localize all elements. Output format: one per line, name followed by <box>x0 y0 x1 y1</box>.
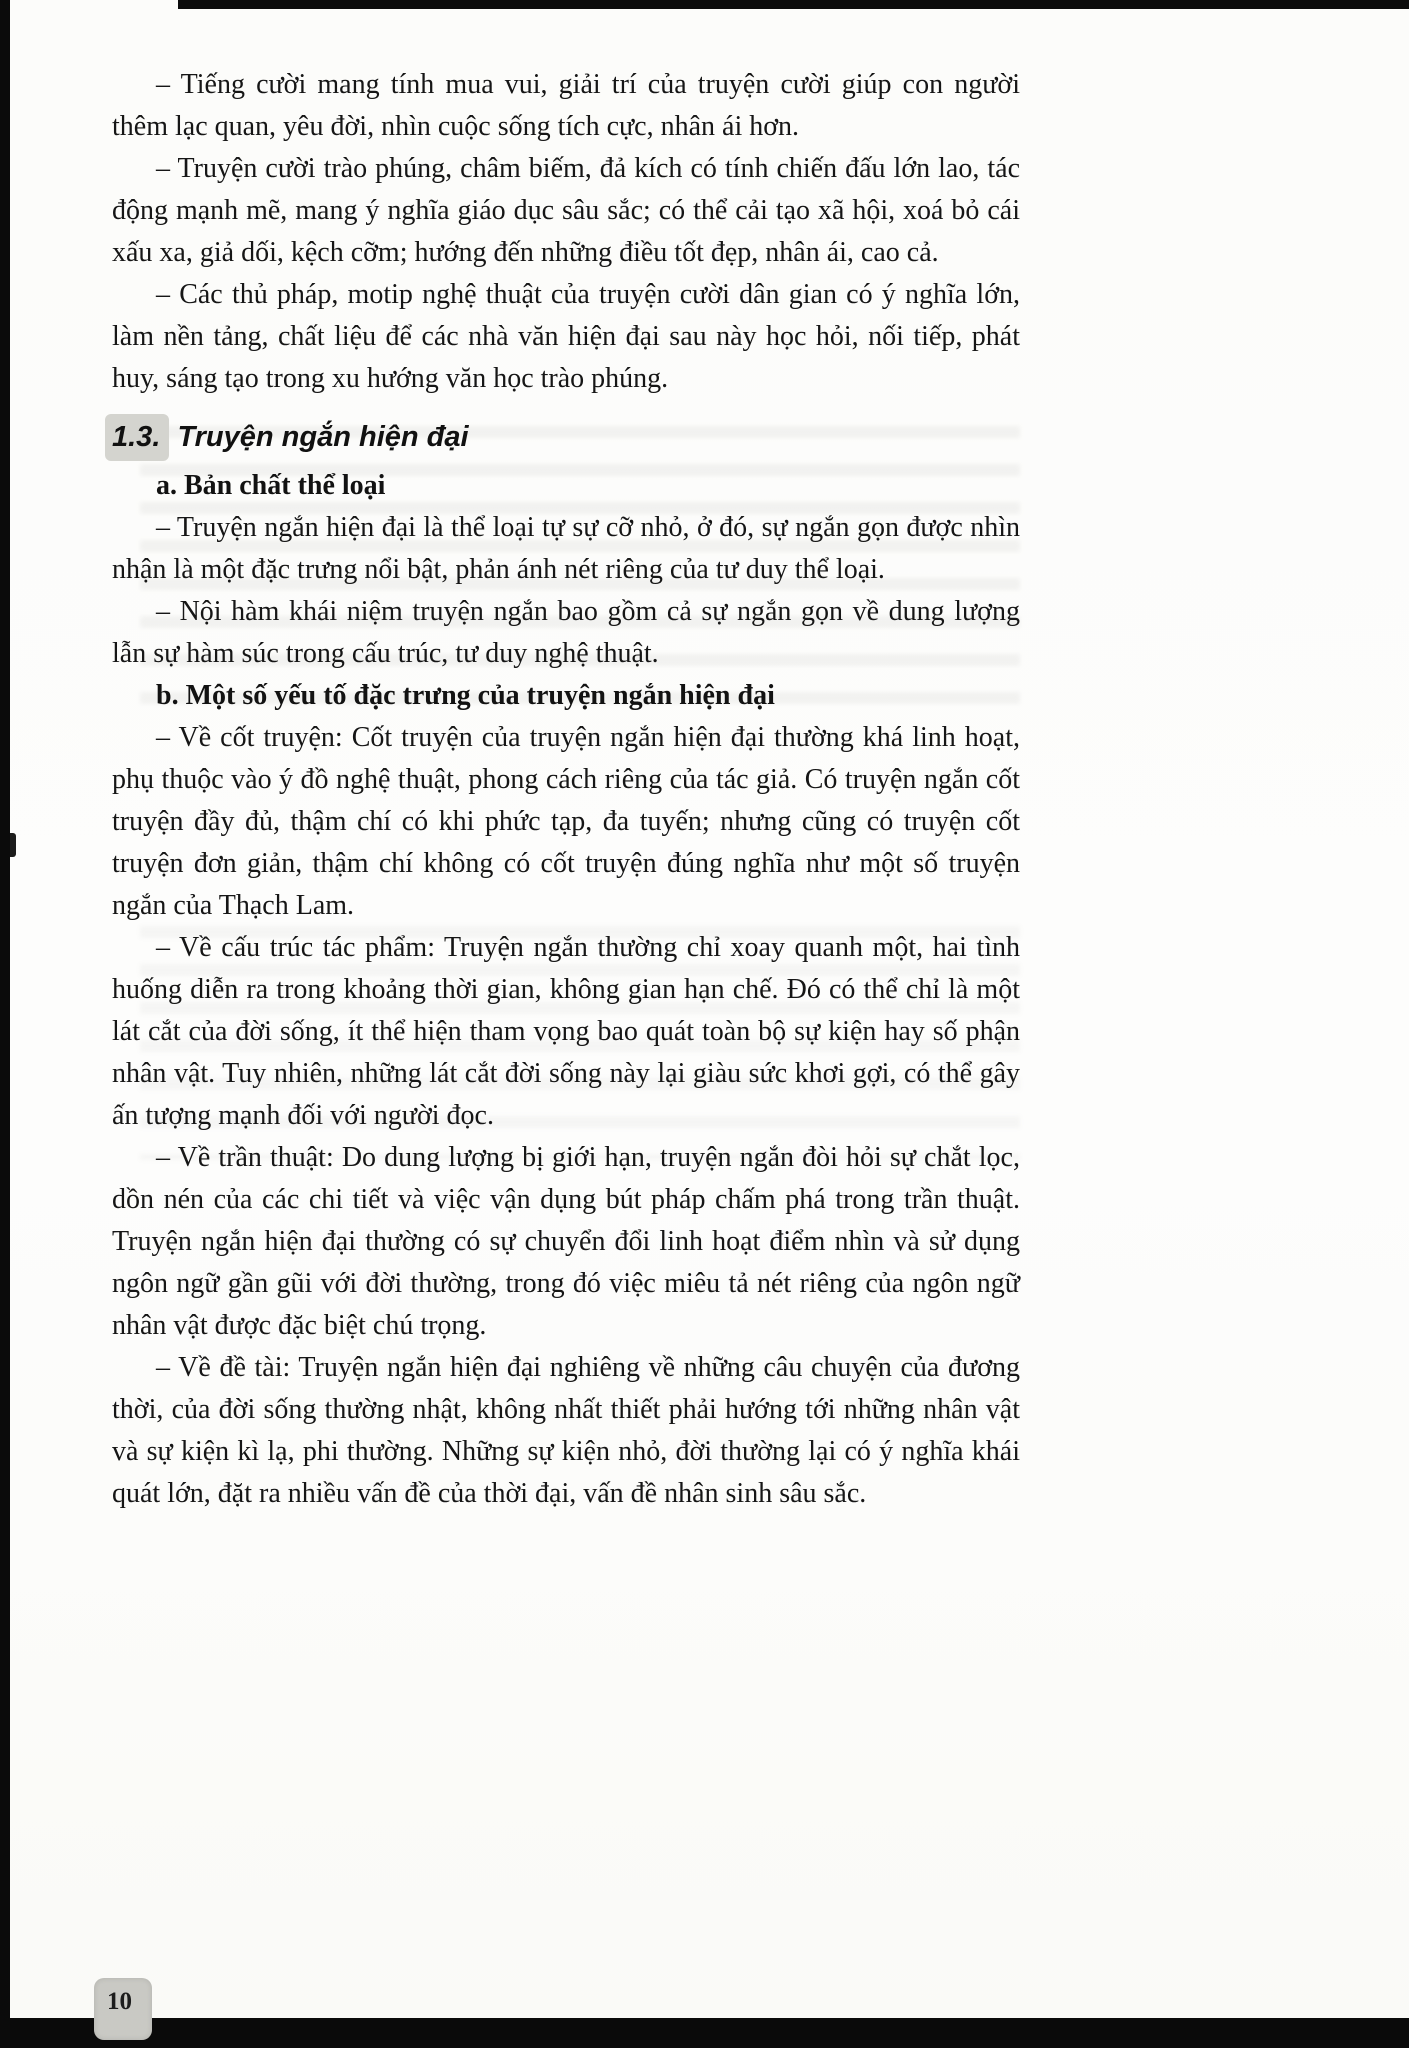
subsection-heading-b: b. Một số yếu tố đặc trưng của truyện ngắn hiện đại <box>156 680 775 711</box>
paragraph-genre-nature-2: – Nội hàm khái niệm truyện ngắn bao gồm cả sự ngắn gọn về dung lượng lẫn sự hàm súc trong cấu trúc, tư duy nghệ thuật. <box>112 596 1020 669</box>
scan-artifact-mark <box>10 833 16 857</box>
paragraph-subject-matter: – Về đề tài: Truyện ngắn hiện đại nghiêng về những câu chuyện của đương thời, của đời sống thường nhật, không nhất thiết phải hướng tới những nhân vật và sự kiện kì lạ, phi thường. Những sự kiện nhỏ, đời thường lại có ý nghĩa khái quát lớn, đặt ra nhiều vấn đề của thời đại, vấn đề nhân sinh sâu sắc. <box>112 1352 1020 1509</box>
scan-edge-bottom <box>0 2018 1409 2048</box>
scan-edge-left <box>0 0 10 2048</box>
subsection-heading-a: a. Bản chất thể loại <box>156 470 386 501</box>
paragraph-structure: – Về cấu trúc tác phẩm: Truyện ngắn thường chỉ xoay quanh một, hai tình huống diễn ra trong khoảng thời gian, không gian hạn chế. Đó có thể chỉ là một lát cắt của đời sống, ít thể hiện tham vọng bao quát toàn bộ sự kiện hay số phận nhân vật. Tuy nhiên, những lát cắt đời sống này lại giàu sức khơi gợi, có thể gây ấn tượng mạnh đối với người đọc. <box>112 932 1020 1131</box>
paragraph-laughter-entertainment: – Tiếng cười mang tính mua vui, giải trí của truyện cười giúp con người thêm lạc quan, yêu đời, nhìn cuộc sống tích cực, nhân ái hơn. <box>112 69 1020 142</box>
paragraph-narration: – Về trần thuật: Do dung lượng bị giới hạn, truyện ngắn đòi hỏi sự chắt lọc, dồn nén của các chi tiết và việc vận dụng bút pháp chấm phá trong trần thuật. Truyện ngắn hiện đại thường có sự chuyển đổi linh hoạt điểm nhìn và sử dụng ngôn ngữ gần gũi với đời thường, trong đó việc miêu tả nét riêng của ngôn ngữ nhân vật được đặc biệt chú trọng. <box>112 1142 1020 1341</box>
page-number-tab <box>94 1978 152 2040</box>
paragraph-genre-nature-1: – Truyện ngắn hiện đại là thể loại tự sự cỡ nhỏ, ở đó, sự ngắn gọn được nhìn nhận là một đặc trưng nổi bật, phản ánh nét riêng của tư duy thể loại. <box>112 512 1020 585</box>
paragraph-plot: – Về cốt truyện: Cốt truyện của truyện ngắn hiện đại thường khá linh hoạt, phụ thuộc vào ý đồ nghệ thuật, phong cách riêng của tác giả. Có truyện ngắn cốt truyện đầy đủ, thậm chí có khi phức tạp, đa tuyến; nhưng cũng có truyện cốt truyện đơn giản, thậm chí không có cốt truyện đúng nghĩa như một số truyện ngắn của Thạch Lam. <box>112 722 1020 921</box>
section-number: 1.3. <box>105 414 169 461</box>
page-number: 10 <box>107 1988 132 2015</box>
paragraph-folk-techniques: – Các thủ pháp, motip nghệ thuật của truyện cười dân gian có ý nghĩa lớn, làm nền tảng, chất liệu để các nhà văn hiện đại sau này học hỏi, nối tiếp, phát huy, sáng tạo trong xu hướng văn học trào phúng. <box>112 279 1020 394</box>
section-heading-1-3 <box>112 414 1020 461</box>
book-page-text-block <box>112 64 1020 1515</box>
paragraph-satirical-stories: – Truyện cười trào phúng, châm biếm, đả kích có tính chiến đấu lớn lao, tác động mạnh mẽ, mang ý nghĩa giáo dục sâu sắc; có thể cải tạo xã hội, xoá bỏ cái xấu xa, giả dối, kệch cỡm; hướng đến những điều tốt đẹp, nhân ái, cao cả. <box>112 153 1020 268</box>
scan-edge-top <box>178 0 1409 9</box>
section-title: Truyện ngắn hiện đại <box>177 421 469 453</box>
